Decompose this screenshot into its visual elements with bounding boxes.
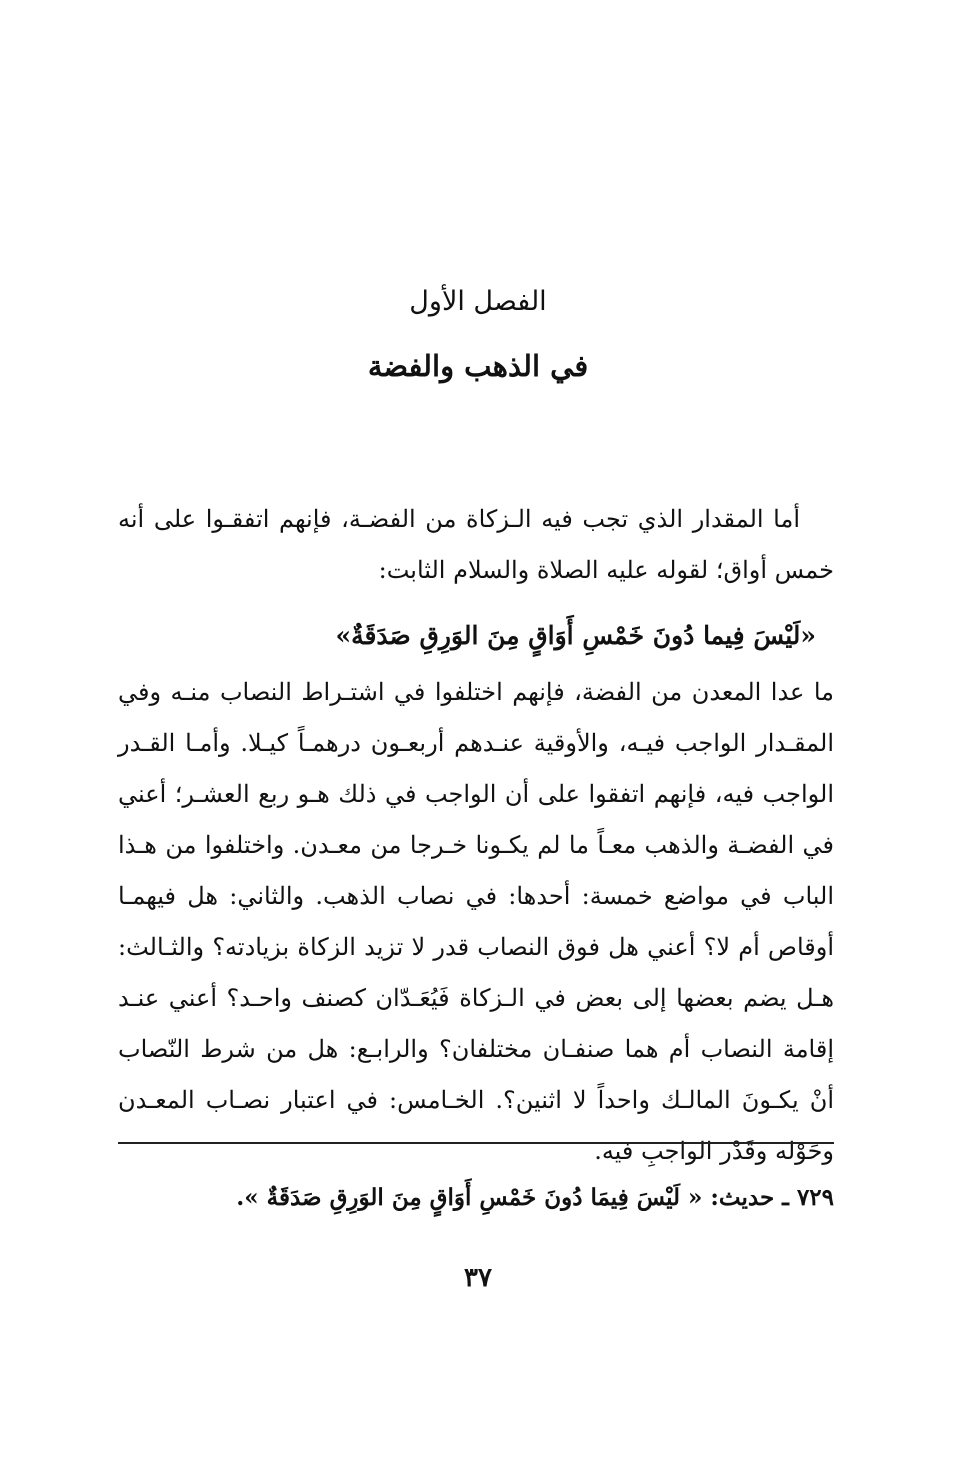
chapter-title: الفصل الأول	[409, 286, 547, 317]
paragraph-main: ما عدا المعدن من الفضة، فإنهم اختلفوا في اشتـراط النصاب منـه وفي المقـدار الواجب فيـه، والأوقية عنـدهم أربعـون درهمـاً كيـلا. وأمـا القـدر الواجب فيه، فإنهم اتفقوا على أن الواجب في ذلك هـو ربع العشـر؛ أعني في الفضـة والذهب معـاً ما لم يكـونا خـرجا من معـدن. واختلفوا من هـذا الباب في مواضع خمسة: أحدها: في نصاب الذهب. والثاني: هل فيهمـا أوقاص أم لا؟ أعني هل فوق النصاب قدر لا تزيد الزكاة بزيادته؟ والثـالث: هـل يضم بعضها إلى بعض في الـزكاة فَيُعَـدّان كصنف واحـد؟ أعني عنـد إقامة النصاب أم هما صنفـان مختلفان؟ والرابـع: هل من شرط النّصاب أنْ يكـونَ المالـك واحداً لا اثنين؟. الخـامس: في اعتبار نصـاب المعـدن وحَوْله وقَدْر الواجبِ فيه.	[118, 678, 834, 1165]
hadith-quote: «لَيْسَ فِيما دُونَ خَمْسِ أَوَاقٍ مِنَ الوَرِقِ صَدَقَةٌ»	[335, 621, 816, 650]
footnote-divider	[118, 1142, 834, 1144]
page-number: ٣٧	[464, 1263, 492, 1293]
footnote: ٧٢٩ ـ حديث: « لَيْسَ فِيمَا دُونَ خَمْسِ أَوَاقٍ مِنَ الوَرِقِ صَدَقَةٌ ».	[236, 1184, 834, 1211]
paragraph-intro: أما المقدار الذي تجب فيه الـزكاة من الفضـة، فإنهم اتفقـوا على أنه خمس أواق؛ لقوله عليه الصلاة والسلام الثابت:	[118, 505, 834, 584]
section-title: في الذهب والفضة	[367, 349, 589, 383]
body-text	[118, 494, 834, 1177]
